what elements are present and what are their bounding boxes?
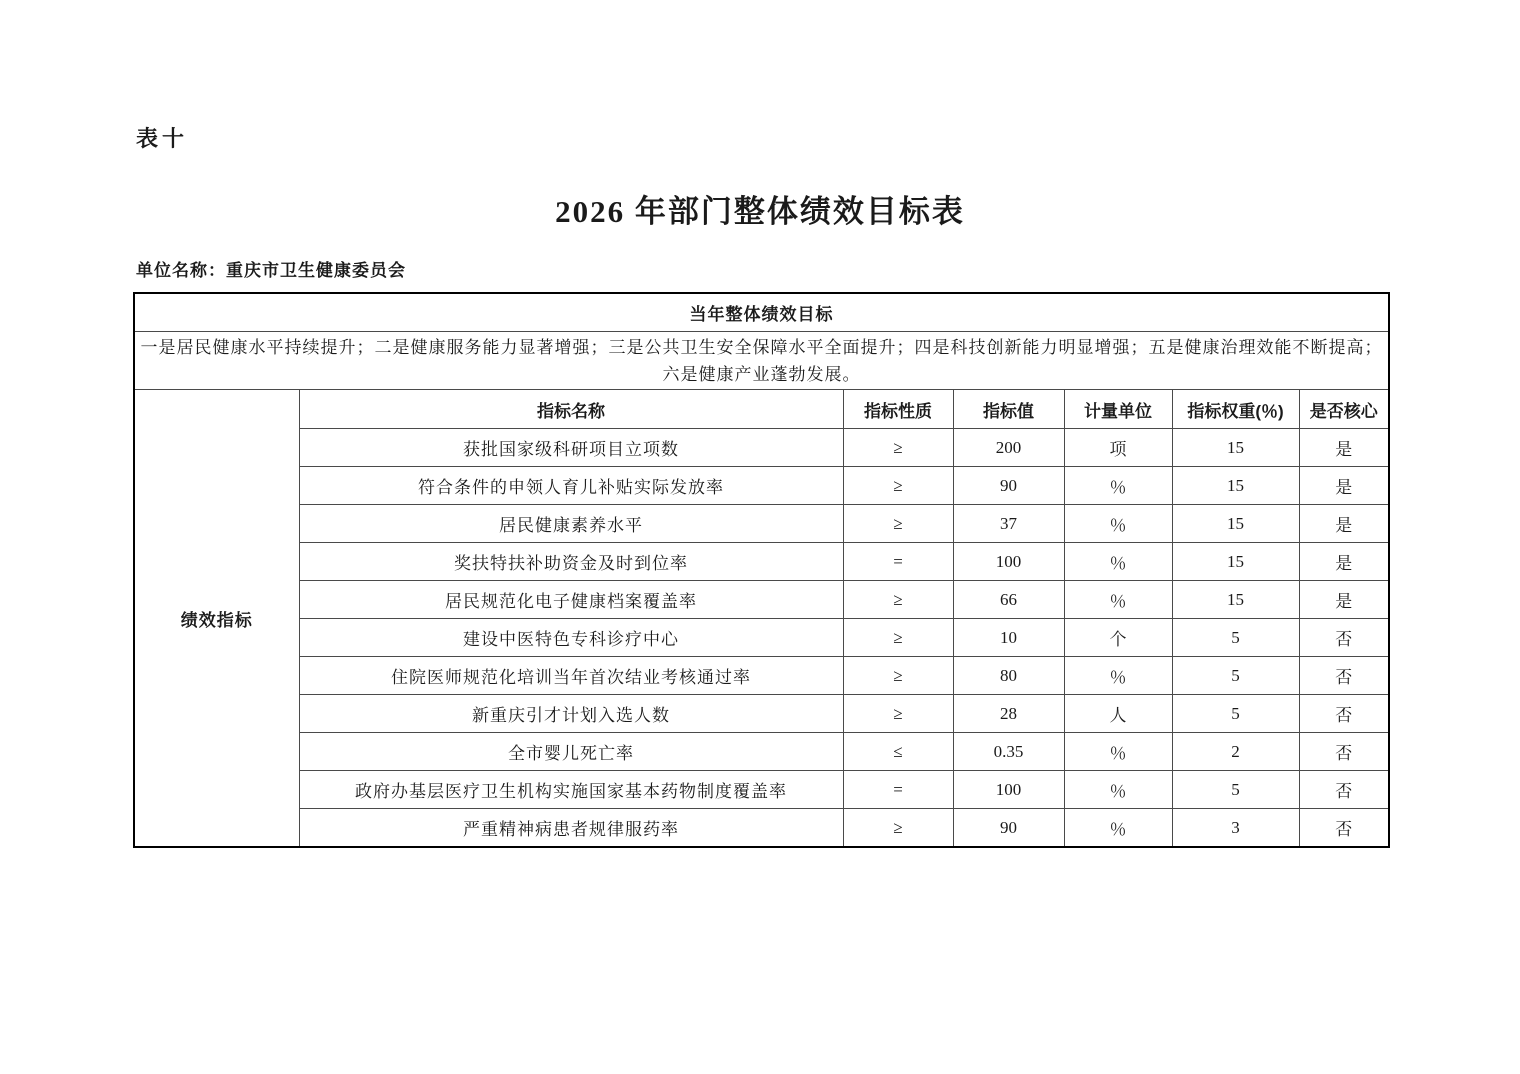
cell-unit: ％ bbox=[1064, 467, 1172, 505]
cell-unit: ％ bbox=[1064, 657, 1172, 695]
cell-unit: 项 bbox=[1064, 429, 1172, 467]
column-header: 指标性质 bbox=[843, 390, 953, 429]
cell-name: 住院医师规范化培训当年首次结业考核通过率 bbox=[299, 657, 843, 695]
cell-unit: 人 bbox=[1064, 695, 1172, 733]
cell-weight: 15 bbox=[1172, 467, 1299, 505]
cell-core: 否 bbox=[1299, 809, 1389, 848]
cell-nature: ≥ bbox=[843, 467, 953, 505]
cell-value: 28 bbox=[953, 695, 1064, 733]
cell-name: 符合条件的申领人育儿补贴实际发放率 bbox=[299, 467, 843, 505]
cell-unit: ％ bbox=[1064, 543, 1172, 581]
performance-target-table bbox=[133, 292, 1390, 848]
cell-nature: ≥ bbox=[843, 657, 953, 695]
cell-value: 200 bbox=[953, 429, 1064, 467]
cell-name: 居民规范化电子健康档案覆盖率 bbox=[299, 581, 843, 619]
cell-weight: 15 bbox=[1172, 543, 1299, 581]
table-row bbox=[134, 695, 1389, 733]
table-row bbox=[134, 809, 1389, 848]
page-title: 2026 年部门整体绩效目标表 bbox=[555, 194, 965, 229]
cell-weight: 15 bbox=[1172, 581, 1299, 619]
cell-nature: ≥ bbox=[843, 505, 953, 543]
overall-goal-row bbox=[134, 332, 1389, 390]
section-header-row bbox=[134, 293, 1389, 332]
cell-core: 是 bbox=[1299, 581, 1389, 619]
cell-core: 否 bbox=[1299, 657, 1389, 695]
section-header: 当年整体绩效目标 bbox=[134, 293, 1389, 332]
cell-weight: 5 bbox=[1172, 657, 1299, 695]
unit-name-line: 单位名称：重庆市卫生健康委员会 bbox=[136, 261, 406, 280]
cell-value: 66 bbox=[953, 581, 1064, 619]
cell-name: 政府办基层医疗卫生机构实施国家基本药物制度覆盖率 bbox=[299, 771, 843, 809]
cell-name: 居民健康素养水平 bbox=[299, 505, 843, 543]
cell-weight: 3 bbox=[1172, 809, 1299, 848]
column-header: 指标值 bbox=[953, 390, 1064, 429]
cell-name: 全市婴儿死亡率 bbox=[299, 733, 843, 771]
cell-unit: ％ bbox=[1064, 771, 1172, 809]
cell-nature: = bbox=[843, 771, 953, 809]
cell-weight: 5 bbox=[1172, 695, 1299, 733]
column-header: 指标权重(％) bbox=[1172, 390, 1299, 429]
cell-weight: 15 bbox=[1172, 505, 1299, 543]
cell-name: 获批国家级科研项目立项数 bbox=[299, 429, 843, 467]
cell-value: 0.35 bbox=[953, 733, 1064, 771]
table-row bbox=[134, 543, 1389, 581]
cell-name: 新重庆引才计划入选人数 bbox=[299, 695, 843, 733]
table-row bbox=[134, 771, 1389, 809]
table-row bbox=[134, 505, 1389, 543]
table-row bbox=[134, 581, 1389, 619]
overall-goal-text: 一是居民健康水平持续提升；二是健康服务能力显著增强；三是公共卫生安全保障水平全面提升；四是科技创新能力明显增强；五是健康治理效能不断提高；六是健康产业蓬勃发展。 bbox=[134, 332, 1389, 390]
cell-value: 37 bbox=[953, 505, 1064, 543]
cell-nature: ≥ bbox=[843, 809, 953, 848]
cell-name: 奖扶特扶补助资金及时到位率 bbox=[299, 543, 843, 581]
cell-unit: 个 bbox=[1064, 619, 1172, 657]
cell-value: 80 bbox=[953, 657, 1064, 695]
column-header: 计量单位 bbox=[1064, 390, 1172, 429]
cell-core: 否 bbox=[1299, 771, 1389, 809]
cell-nature: ≥ bbox=[843, 429, 953, 467]
cell-nature: ≥ bbox=[843, 619, 953, 657]
cell-core: 是 bbox=[1299, 505, 1389, 543]
cell-value: 100 bbox=[953, 543, 1064, 581]
cell-weight: 15 bbox=[1172, 429, 1299, 467]
cell-value: 100 bbox=[953, 771, 1064, 809]
doc-label: 表十 bbox=[136, 126, 189, 151]
cell-nature: = bbox=[843, 543, 953, 581]
cell-unit: ％ bbox=[1064, 505, 1172, 543]
cell-weight: 5 bbox=[1172, 771, 1299, 809]
cell-nature: ≥ bbox=[843, 695, 953, 733]
cell-core: 否 bbox=[1299, 733, 1389, 771]
cell-nature: ≥ bbox=[843, 581, 953, 619]
table-row bbox=[134, 657, 1389, 695]
cell-unit: ％ bbox=[1064, 581, 1172, 619]
cell-value: 10 bbox=[953, 619, 1064, 657]
cell-core: 否 bbox=[1299, 695, 1389, 733]
cell-name: 建设中医特色专科诊疗中心 bbox=[299, 619, 843, 657]
cell-unit: ％ bbox=[1064, 809, 1172, 848]
cell-weight: 2 bbox=[1172, 733, 1299, 771]
cell-weight: 5 bbox=[1172, 619, 1299, 657]
cell-core: 是 bbox=[1299, 467, 1389, 505]
row-group-label: 绩效指标 bbox=[134, 390, 299, 848]
table-row bbox=[134, 733, 1389, 771]
table-row bbox=[134, 619, 1389, 657]
cell-core: 是 bbox=[1299, 429, 1389, 467]
cell-nature: ≤ bbox=[843, 733, 953, 771]
column-header: 指标名称 bbox=[299, 390, 843, 429]
cell-core: 是 bbox=[1299, 543, 1389, 581]
column-header: 是否核心 bbox=[1299, 390, 1389, 429]
table-row bbox=[134, 429, 1389, 467]
cell-value: 90 bbox=[953, 809, 1064, 848]
table-row bbox=[134, 467, 1389, 505]
column-header-row bbox=[134, 390, 1389, 429]
cell-value: 90 bbox=[953, 467, 1064, 505]
cell-name: 严重精神病患者规律服药率 bbox=[299, 809, 843, 848]
cell-core: 否 bbox=[1299, 619, 1389, 657]
cell-unit: ％ bbox=[1064, 733, 1172, 771]
